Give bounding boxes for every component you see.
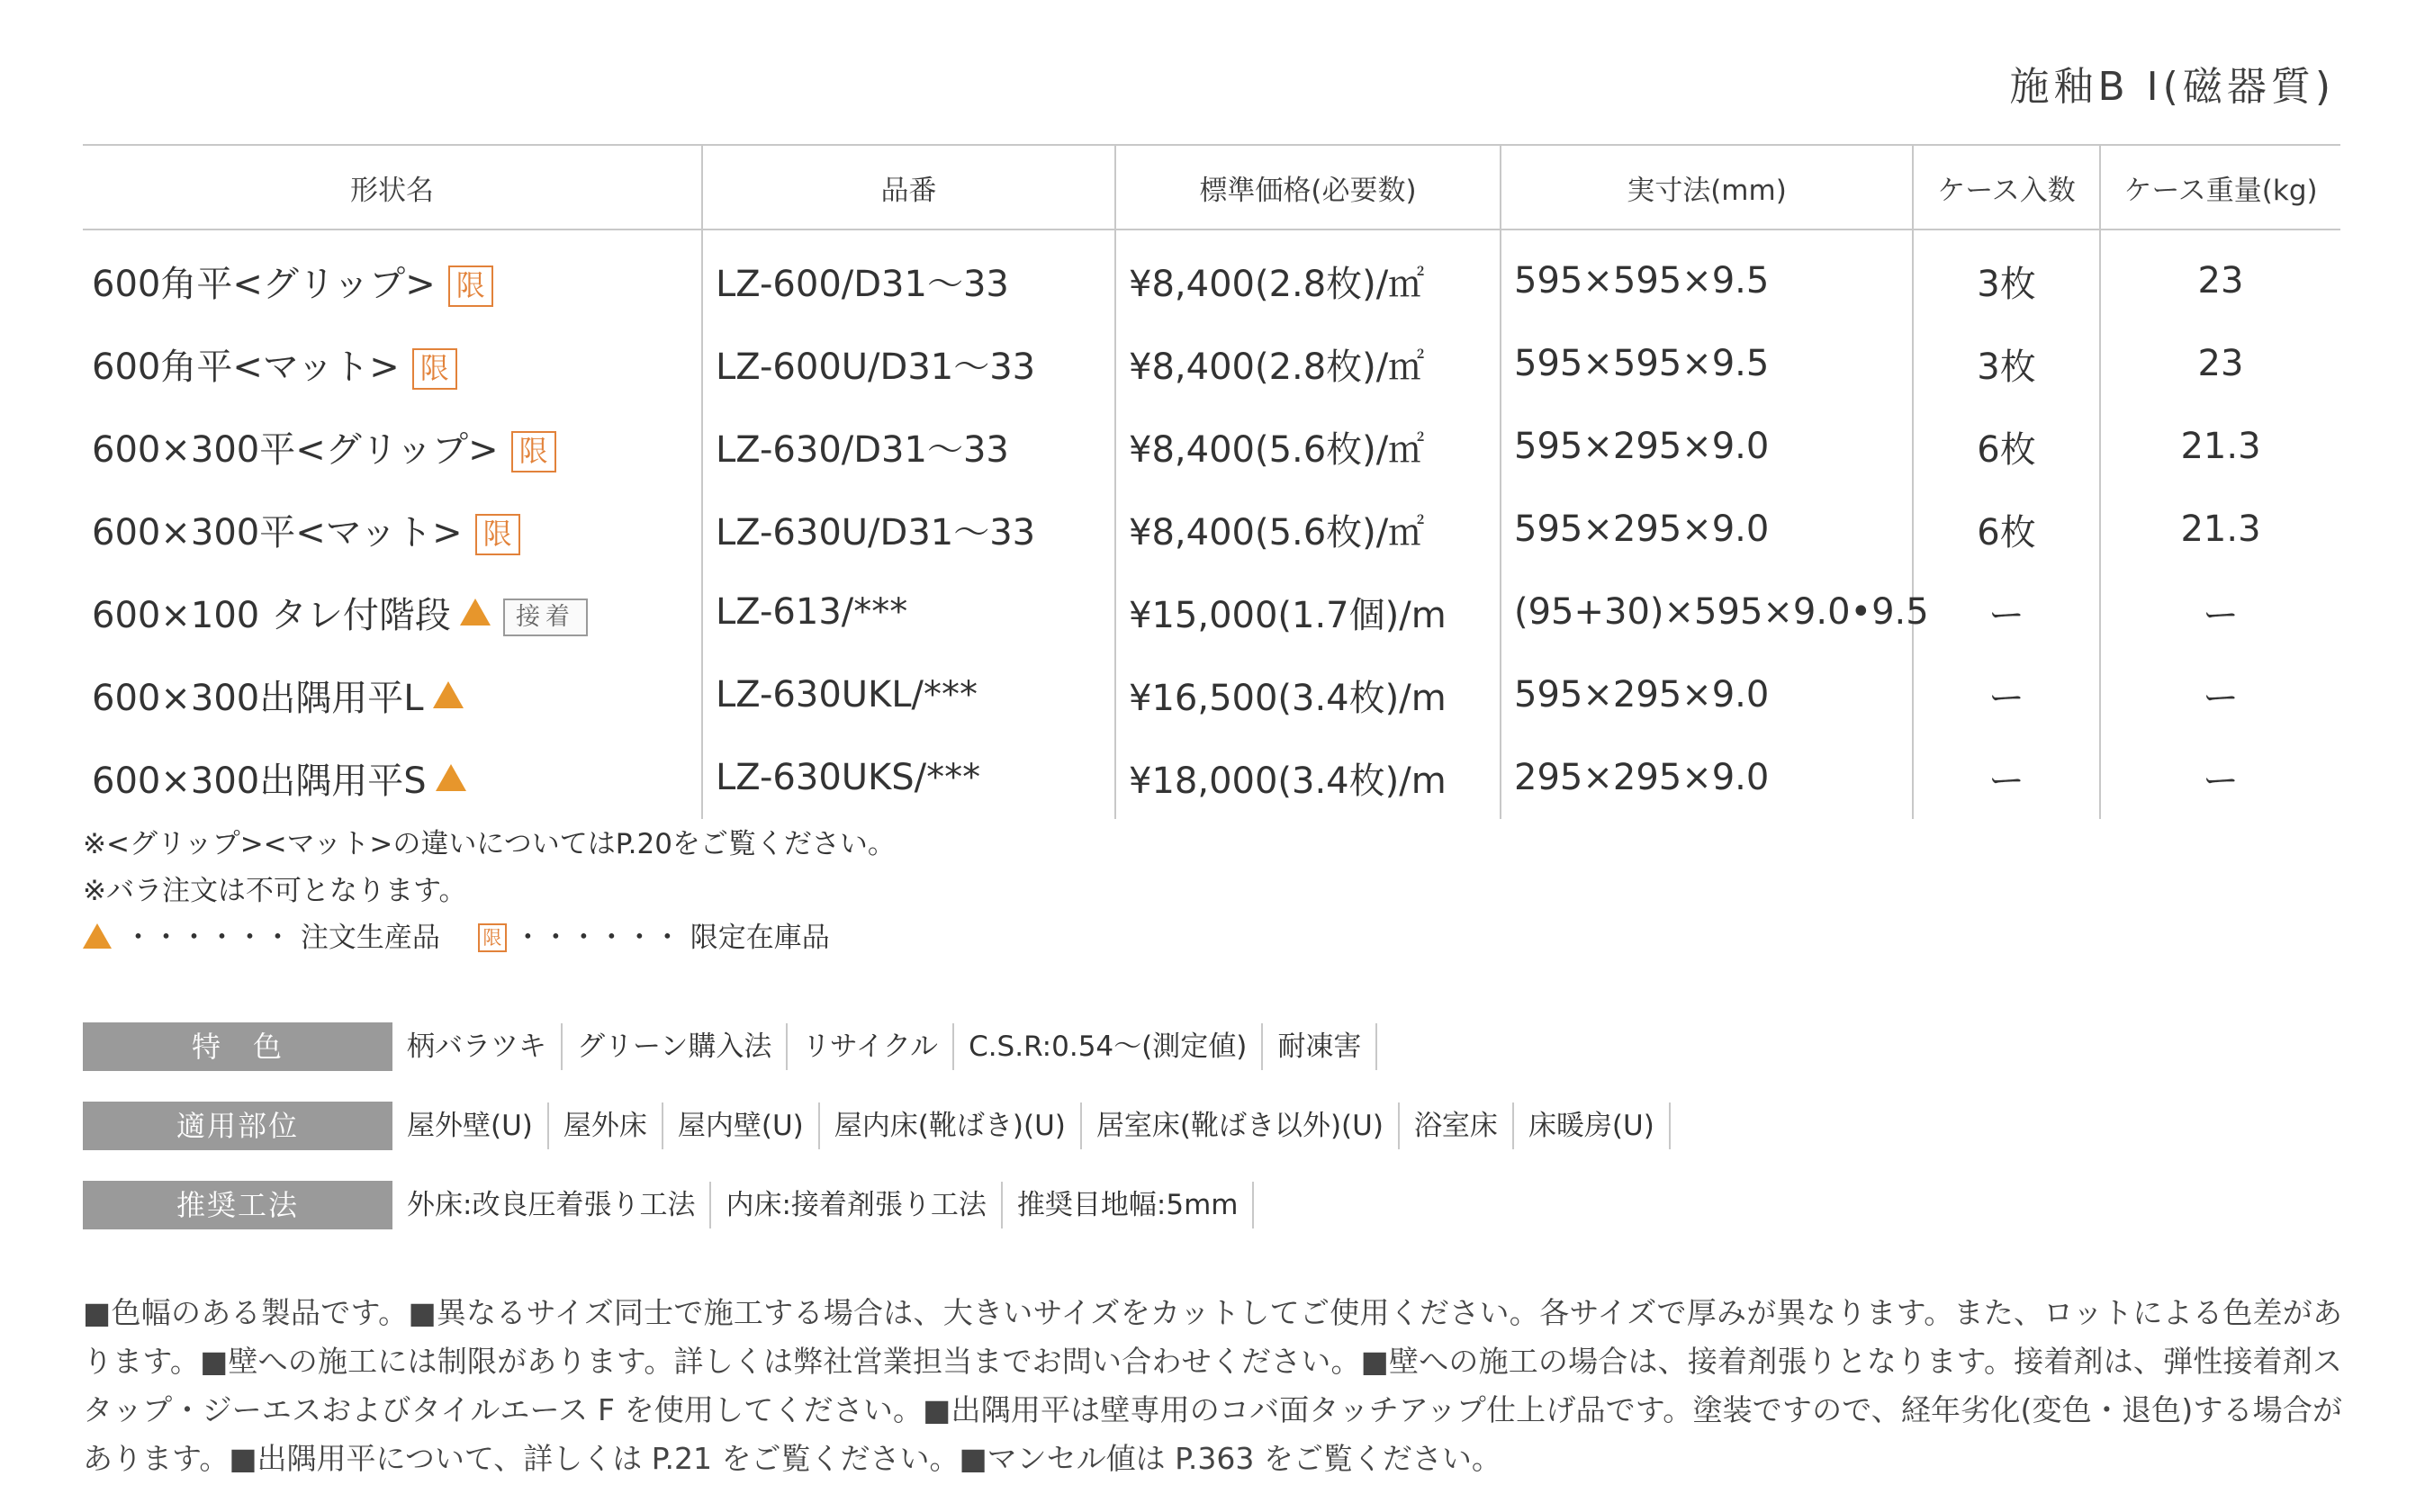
- case-weight: 21.3: [2100, 405, 2340, 488]
- dimensions: 595×295×9.0: [1501, 653, 1913, 736]
- product-notes-paragraph: ■色幅のある製品です。■異なるサイズ同士で施工する場合は、大きいサイズをカットしてご使用ください。各サイズで厚みが異なります。また、ロットによる色差があります。■壁への施工には制限があります。詳しくは弊社営業担当までお問い合わせください。■壁への施工の場合は、接着剤張りとなります。接着剤は、弾性接着剤スタップ・ジーエスおよびタイルエース F を使用してください。■出隅用平は壁専用のコバ面タッチアップ仕上げ品です。塗装ですので、経年劣化(変色・退色)する場合があります。■出隅用平について、詳しくは P.21 をご覧ください。■マンセル値は P.363 をご覧ください。: [83, 1295, 2342, 1476]
- case-quantity: 3枚: [1913, 230, 2100, 322]
- application-item: 屋内床(靴ばき)(U): [820, 1102, 1082, 1149]
- note-grip-matte: ※<グリップ><マット>の違いについてはP.20をご覧ください。: [83, 828, 896, 860]
- application-item: 床暖房(U): [1514, 1102, 1671, 1149]
- case-weight: ー: [2100, 653, 2340, 736]
- case-quantity: 6枚: [1913, 405, 2100, 488]
- note-no-loose-order: ※バラ注文は不可となります。: [83, 875, 467, 907]
- product-code: LZ-613/***: [702, 571, 1115, 653]
- table-header-row: [83, 145, 2340, 230]
- legend-made-to-order-text: ・・・・・・ 注文生産品: [124, 922, 440, 954]
- dimensions: 595×595×9.5: [1501, 322, 1913, 405]
- case-weight: 23: [2100, 322, 2340, 405]
- table-row: [83, 653, 2340, 736]
- price: ¥8,400(2.8枚)/㎡: [1115, 322, 1501, 405]
- limited-stock-badge: 限: [475, 514, 520, 555]
- price: ¥8,400(2.8枚)/㎡: [1115, 230, 1501, 322]
- limited-stock-badge: 限: [478, 923, 507, 952]
- made-to-order-triangle-icon: [433, 681, 464, 708]
- price: ¥15,000(1.7個)/m: [1115, 571, 1501, 653]
- shape-name-cell: [83, 736, 702, 819]
- shape-name: 600角平<グリップ>: [92, 263, 436, 305]
- case-weight: 23: [2100, 230, 2340, 322]
- application-list: [407, 1102, 1671, 1149]
- price: ¥8,400(5.6枚)/㎡: [1115, 488, 1501, 571]
- shape-name-cell: [83, 488, 702, 571]
- table-notes: [83, 821, 896, 961]
- features-label: 特 色: [83, 1022, 392, 1071]
- method-row: [83, 1181, 1254, 1229]
- application-item: 屋外床: [549, 1102, 663, 1149]
- feature-item: グリーン購入法: [563, 1023, 788, 1070]
- case-quantity: 6枚: [1913, 488, 2100, 571]
- application-item: 居室床(靴ばき以外)(U): [1082, 1102, 1400, 1149]
- price: ¥18,000(3.4枚)/m: [1115, 736, 1501, 819]
- application-item: 屋外壁(U): [407, 1102, 549, 1149]
- shape-name-cell: [83, 405, 702, 488]
- table-row: [83, 405, 2340, 488]
- price: ¥16,500(3.4枚)/m: [1115, 653, 1501, 736]
- shape-name: 600×300出隅用平L: [92, 677, 424, 719]
- table-row: [83, 488, 2340, 571]
- application-item: 浴室床: [1400, 1102, 1514, 1149]
- case-weight: ー: [2100, 736, 2340, 819]
- case-quantity: ー: [1913, 571, 2100, 653]
- method-label: 推奨工法: [83, 1181, 392, 1229]
- product-code: LZ-630UKL/***: [702, 653, 1115, 736]
- header-case-quantity: ケース入数: [1913, 145, 2100, 230]
- product-code: LZ-600/D31〜33: [702, 230, 1115, 322]
- shape-name-cell: [83, 653, 702, 736]
- feature-item: リサイクル: [788, 1023, 954, 1070]
- shape-name: 600×300平<マット>: [92, 511, 463, 554]
- case-weight: ー: [2100, 571, 2340, 653]
- dimensions: 595×595×9.5: [1501, 230, 1913, 322]
- table-row: [83, 571, 2340, 653]
- limited-stock-badge: 限: [511, 431, 556, 472]
- product-table: [83, 144, 2340, 819]
- made-to-order-triangle-icon: [460, 598, 491, 626]
- limited-stock-badge: 限: [412, 348, 457, 390]
- features-row: [83, 1022, 1377, 1071]
- header-price: 標準価格(必要数): [1115, 145, 1501, 230]
- price: ¥8,400(5.6枚)/㎡: [1115, 405, 1501, 488]
- adhesive-badge: 接着: [503, 598, 588, 636]
- features-list: [407, 1023, 1377, 1070]
- method-list: [407, 1182, 1254, 1228]
- shape-name: 600角平<マット>: [92, 346, 400, 388]
- application-label: 適用部位: [83, 1102, 392, 1150]
- header-case-weight: ケース重量(kg): [2100, 145, 2340, 230]
- table-row: [83, 322, 2340, 405]
- table-row: [83, 230, 2340, 322]
- feature-item: 柄バラツキ: [407, 1023, 563, 1070]
- dimensions: 595×295×9.0: [1501, 488, 1913, 571]
- shape-name: 600×100 タレ付階段: [92, 594, 451, 636]
- application-item: 屋内壁(U): [663, 1102, 820, 1149]
- limited-stock-badge: 限: [448, 266, 493, 307]
- legend-limited-stock-text: ・・・・・・ 限定在庫品: [513, 922, 830, 954]
- case-quantity: ー: [1913, 736, 2100, 819]
- product-code: LZ-630UKS/***: [702, 736, 1115, 819]
- header-dimensions: 実寸法(mm): [1501, 145, 1913, 230]
- shape-name-cell: [83, 322, 702, 405]
- table-row: [83, 736, 2340, 819]
- made-to-order-triangle-icon: [83, 923, 112, 949]
- product-code: LZ-630/D31〜33: [702, 405, 1115, 488]
- feature-item: C.S.R:0.54〜(測定値): [954, 1023, 1263, 1070]
- method-item: 内床:接着剤張り工法: [711, 1182, 1002, 1228]
- shape-name: 600×300平<グリップ>: [92, 428, 499, 471]
- case-quantity: ー: [1913, 653, 2100, 736]
- feature-item: 耐凍害: [1263, 1023, 1377, 1070]
- page-title: 施釉B I(磁器質): [2009, 64, 2335, 110]
- case-weight: 21.3: [2100, 488, 2340, 571]
- product-code: LZ-630U/D31〜33: [702, 488, 1115, 571]
- shape-name: 600×300出隅用平S: [92, 760, 427, 802]
- method-item: 外床:改良圧着張り工法: [407, 1182, 711, 1228]
- dimensions: 295×295×9.0: [1501, 736, 1913, 819]
- made-to-order-triangle-icon: [436, 764, 466, 791]
- header-product-code: 品番: [702, 145, 1115, 230]
- case-quantity: 3枚: [1913, 322, 2100, 405]
- dimensions: (95+30)×595×9.0•9.5: [1501, 571, 1913, 653]
- dimensions: 595×295×9.0: [1501, 405, 1913, 488]
- shape-name-cell: [83, 571, 702, 653]
- method-item: 推奨目地幅:5mm: [1003, 1182, 1255, 1228]
- product-code: LZ-600U/D31〜33: [702, 322, 1115, 405]
- application-row: [83, 1102, 1671, 1150]
- shape-name-cell: [83, 230, 702, 322]
- header-shape-name: 形状名: [83, 145, 702, 230]
- legend: [83, 914, 896, 961]
